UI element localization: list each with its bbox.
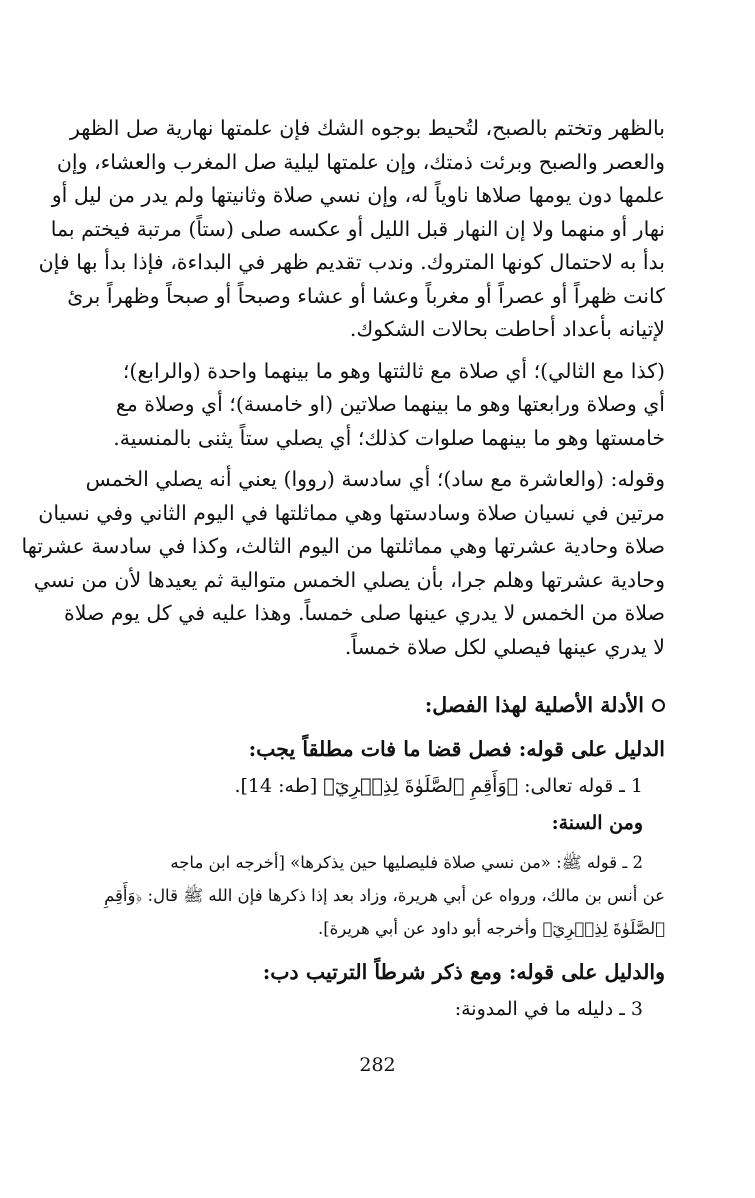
paragraph-1-line: لإتيانه بأعداد أحاطت بحالات الشكوك. bbox=[349, 317, 665, 341]
paragraph-2-line: (كذا مع الثالي)؛ أي صلاة مع ثالثتها وهو ما بينهما واحدة (والرابع)؛ bbox=[122, 358, 665, 383]
paragraph-3-line: صلاة وحادية عشرتها وهي مماثلتها من اليوم الثالث، وكذا في سادسة عشرتها bbox=[21, 534, 665, 558]
section-heading-text: الأدلة الأصلية لهذا الفصل: bbox=[424, 693, 644, 717]
evidence-item-3: 3 ـ دليله ما في المدونة: bbox=[454, 998, 643, 1020]
paragraph-1-line: نهار أو منهما ولا إن النهار قبل الليل أو عكسه صلى (ستاً) مرتبة فيختم بما bbox=[50, 216, 665, 241]
paragraph-2-line: خامستها وهو ما بينهما صلوات كذلك؛ أي يصلي ستاً يثنى بالمنسية. bbox=[113, 425, 665, 450]
paragraph-3-line: لا يدري عينها فيصلي لكل صلاة خمساً. bbox=[344, 634, 665, 659]
paragraph-1-line: علمها دون يومها صلاها ناوياً له، وإن نسي صلاة وثانيتها ولم يدر من ليل أو bbox=[51, 183, 665, 207]
paragraph-2-line: أي وصلاة ورابعتها وهو ما بينهما صلاتين (او خامسة)؛ أي وصلاة مع bbox=[115, 392, 665, 416]
paragraph-1-line: بالظهر وتختم بالصبح، لتُحيط بوجوه الشك فإن علمتها نهارية صل الظهر bbox=[69, 116, 665, 140]
page-body bbox=[21, 112, 665, 1026]
evidence-item-2 bbox=[90, 846, 665, 945]
paragraph-3-line: مرتين في نسيان صلاة وسادستها وهي مماثلتها في اليوم الثاني وفي نسيان bbox=[38, 500, 665, 525]
paragraph-3-line: وقوله: (والعاشرة مع ساد)؛ أي سادسة (رووا) يعني أنه يصلي الخمس bbox=[85, 467, 665, 491]
paragraph-2 bbox=[90, 355, 665, 456]
evidence-2-heading: والدليل على قوله: ومع ذكر شرطاً الترتيب دب: bbox=[262, 960, 665, 984]
paragraph-3 bbox=[21, 463, 665, 664]
paragraph-1-line: بدأ به لاحتمال كونها المتروك. وندب تقديم ظهر في البداءة، فإذا بدأ بها فإن bbox=[38, 250, 665, 274]
circle-bullet-icon bbox=[652, 699, 665, 712]
section-heading bbox=[90, 688, 665, 722]
paragraph-1-line: كانت ظهراً أو عصراً أو مغرباً وعشا أو عشاء وصبحاً أو صبحاً وظهراً برئ bbox=[67, 283, 665, 308]
evidence-item-2-line: 2 ـ قوله ﷺ: «من نسي صلاة فليصليها حين يذكرها» [أخرجه ابن ماجه bbox=[170, 853, 643, 872]
sunnah-label: ومن السنة: bbox=[551, 812, 643, 834]
paragraph-1-line: والعصر والصبح وبرئت ذمتك، وإن علمتها ليلية صل المغرب والعشاء، وإن bbox=[56, 149, 665, 174]
evidence-item-2-line: عن أنس بن مالك، ورواه عن أبي هريرة، وزاد بعد إذا ذكرها فإن الله ﷺ قال: ﴿وَأَقِمِ bbox=[104, 886, 665, 905]
evidence-item-2-line: ٱلصَّلَوٰةَ لِذِكۡرِيٓ﴾ وأخرجه أبو داود عن أبي هريرة]. bbox=[317, 919, 665, 938]
evidence-item-1: 1 ـ قوله تعالى: ﴿وَأَقِمِ ٱلصَّلَوٰةَ لِذِكۡرِيٓ﴾ [طه: 14]. bbox=[234, 775, 643, 797]
paragraph-3-line: وحادية عشرتها وهلم جرا، بأن يصلي الخمس متوالية ثم يعيدها لأن من نسي bbox=[33, 567, 665, 592]
evidence-1-heading: الدليل على قوله: فصل قضا ما فات مطلقاً يجب: bbox=[248, 737, 665, 761]
paragraph-1 bbox=[38, 112, 665, 347]
page-number: 282 bbox=[359, 1054, 396, 1076]
paragraph-3-line: صلاة من الخمس لا يدري عينها صلى خمساً. وهذا عليه في كل يوم صلاة bbox=[64, 601, 665, 625]
